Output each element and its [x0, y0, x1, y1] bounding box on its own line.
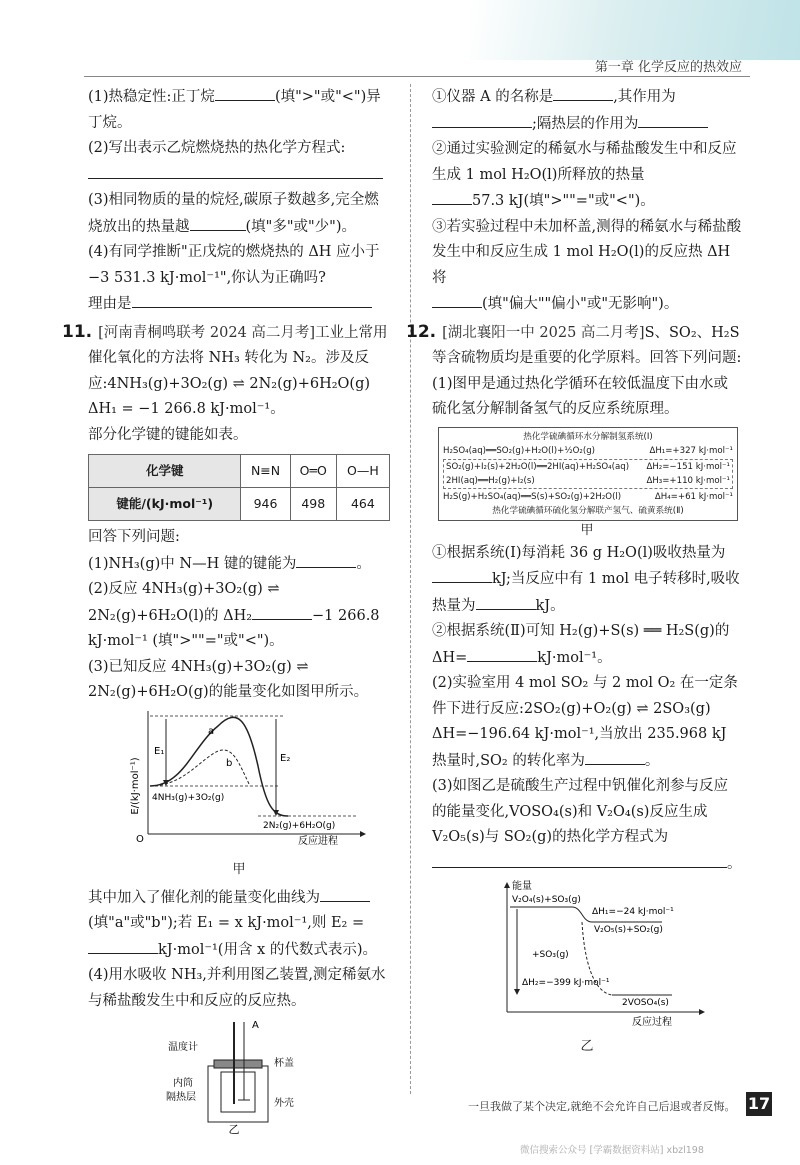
r3b: (填"偏大""偏小"或"无影响")。 — [432, 291, 742, 318]
x-axis-label: 反应过程 — [632, 1017, 672, 1027]
label-a: A — [252, 1020, 259, 1031]
q10-2: (2)写出表示乙烷燃烧热的热化学方程式: — [88, 140, 346, 156]
origin-label: O — [136, 833, 144, 845]
right-column — [406, 84, 742, 1057]
q12-1: (1)图甲是通过热化学循环在较低温度下由水或硫化氢分解制备氢气的反应系统原理。 — [432, 375, 729, 417]
table-header: 键能/(kJ·mol⁻¹) — [89, 488, 241, 521]
r2: ②通过实验测定的稀氨水与稀盐酸发生中和反应生成 1 mol H₂O(l)所释放的热量 — [432, 141, 737, 183]
answer-blank[interactable] — [476, 593, 536, 610]
q12-1a: ①根据系统(Ⅰ)每消耗 36 g H₂O(l)吸收热量为kJ;当反应中有 1 mol 电子转移时,吸收热量为 kJ。 — [432, 544, 740, 614]
q10-1: (1)热稳定性:正丁烷 (填">"或"<")异丁烷。 — [88, 84, 390, 136]
state-1-label: V₂O₄(s)+SO₃(g) — [512, 895, 581, 905]
figure-a-caption: 甲 — [232, 862, 246, 877]
energy-diagram-a — [88, 706, 388, 846]
x-axis-label: 反应进程 — [298, 835, 338, 846]
state-3-label: 2VOSO₄(s) — [622, 998, 669, 1008]
answer-blank[interactable] — [585, 748, 645, 765]
reaction-system-box — [438, 427, 738, 521]
products-label: 2N₂(g)+6H₂O(g) — [263, 820, 336, 831]
q12-3: (3)如图乙是硫酸生产过程中钒催化剂参与反应的能量变化,VOSO₄(s)和 V₂O₄(s)反应生成 V₂O₅(s)与 SO₂(g)的热化学方程式为 — [432, 778, 729, 845]
answer-blank[interactable] — [432, 111, 532, 128]
y-axis-label: E/(kJ·mol⁻¹) — [130, 756, 141, 815]
q12-source: [湖北襄阳一中 2025 高二月考] — [442, 324, 645, 341]
system-2-title: 热化学硫碘循环硫化氢分解联产氢气、硫黄系统(Ⅱ) — [492, 505, 684, 516]
r2b: 57.3 kJ(填">""="或"<")。 — [432, 188, 742, 215]
q11-3: (3)已知反应 4NH₃(g)+3O₂(g) ⇌ 2N₂(g)+6H₂O(g)的能量变化如图甲所示。 — [88, 658, 369, 700]
reaction-row: H₂SO₄(aq)══SO₂(g)+H₂O(l)+½O₂(g) ΔH₁=+327 kJ·mol⁻¹ — [443, 445, 733, 456]
e1-label: E₁ — [154, 745, 165, 757]
y-axis-label: 能量 — [512, 881, 532, 892]
watermark: 微信搜索公众号 [学霸数据资料站] xbzl198 — [520, 1145, 704, 1156]
label-shell: 外壳 — [274, 1098, 294, 1109]
column-divider — [410, 84, 411, 1094]
q11-intro: 11. [河南青桐鸣联考 2024 高二月考]工业上常用催化氧化的方法将 NH₃ 转化为 N₂。涉及反应:4NH₃(g)+3O₂(g) ⇌ 2N₂(g)+6H₂O(g) ΔH₁ = −1 266.8 kJ·mol⁻¹。 — [62, 321, 388, 417]
dh1-label: ΔH₁=−24 kJ·mol⁻¹ — [592, 907, 674, 917]
answer-blank[interactable] — [432, 851, 727, 868]
reaction-row: H₂S(g)+H₂SO₄(aq)══S(s)+SO₂(g)+2H₂O(l) ΔH₄=+61 kJ·mol⁻¹ — [443, 491, 733, 502]
q11-3d: kJ·mol⁻¹(用含 x 的代数式表示)。 — [88, 937, 390, 964]
system-1-title: 热化学硫碘循环水分解制氢系统(Ⅰ) — [523, 431, 653, 442]
outer-shell — [208, 1066, 268, 1122]
q11-2: (2)反应 4NH₃(g)+3O₂(g) ⇌ 2N₂(g)+6H₂O(l)的 ΔH₂ −1 266.8 kJ·mol⁻¹ (填">""="或"<")。 — [88, 581, 380, 649]
answer-blank[interactable] — [467, 645, 537, 662]
q11-4: (4)用水吸收 NH₃,并利用图乙装置,测定稀氨水与稀盐酸发生中和反应的反应热。 — [88, 967, 386, 1009]
dh2-label: ΔH₂=−399 kJ·mol⁻¹ — [522, 978, 610, 988]
footer-motto: 一旦我做了某个决定,就绝不会允许自己后退或者反悔。 — [468, 1100, 736, 1113]
table-cell: N≡N — [241, 455, 290, 488]
r3: ③若实验过程中未加杯盖,测得的稀氨水与稀盐酸发生中和反应生成 1 mol H₂O(l)的反应热 ΔH 将 — [432, 218, 742, 286]
answer-blank[interactable] — [638, 111, 708, 128]
r1-line: ;隔热层的作用为 — [432, 111, 742, 138]
table-cell: 464 — [336, 488, 389, 521]
answer-blank[interactable] — [320, 885, 370, 902]
label-lid: 杯盖 — [274, 1058, 294, 1069]
q11-number: 11. — [62, 321, 93, 342]
answer-blank[interactable] — [296, 551, 356, 568]
cup-lid — [214, 1060, 262, 1068]
chapter-title: 第一章 化学反应的热效应 — [594, 60, 742, 75]
q12-2: (2)实验室用 4 mol SO₂ 与 2 mol O₂ 在一定条件下进行反应:2SO₂(g)+O₂(g) ⇌ 2SO₃(g) ΔH=−196.64 kJ·mol⁻¹,当放出 235.968 kJ 热量时,SO₂ 的转化率为 。 — [432, 675, 738, 769]
curve-b — [150, 750, 250, 786]
q12-number: 12. — [406, 321, 437, 342]
q10-2-line — [88, 162, 390, 189]
table-intro: 部分化学键的键能如表。 — [88, 426, 248, 443]
calorimeter-figure — [88, 1014, 388, 1134]
answer-blank[interactable] — [432, 291, 482, 308]
step-1 — [572, 907, 592, 922]
q11-3c: (填"a"或"b");若 E₁ = x kJ·mol⁻¹,则 E₂ = — [88, 915, 365, 931]
figure-c-caption: 乙 — [580, 1038, 594, 1054]
answer-blank[interactable] — [88, 162, 383, 179]
reaction-row: 2HI(aq)══H₂(g)+I₂(s) ΔH₃=+110 kJ·mol⁻¹ — [446, 475, 730, 486]
table-cell: O—H — [336, 455, 389, 488]
table-header: 化学键 — [89, 455, 241, 488]
table-cell: O═O — [290, 455, 336, 488]
bond-energy-table — [88, 454, 390, 521]
curve-b-label: b — [226, 757, 233, 769]
answer-blank[interactable] — [215, 84, 275, 101]
answer-blank[interactable] — [190, 214, 246, 231]
label-thermometer: 温度计 — [168, 1042, 198, 1053]
answer-blank[interactable] — [432, 188, 472, 205]
shared-reactions — [443, 459, 733, 489]
q12-intro: 12. [湖北襄阳一中 2025 高二月考]S、SO₂、H₂S 等含硫物质均是重要的化学原料。回答下列问题: — [406, 321, 742, 366]
q11-1: (1)NH₃(g)中 N—H 键的键能为 。 — [88, 551, 390, 578]
header-decoration — [470, 0, 800, 60]
curve-a-label: a — [208, 725, 215, 737]
table-cell: 946 — [241, 488, 290, 521]
e2-label: E₂ — [280, 752, 291, 764]
left-column — [62, 84, 390, 1144]
answer-blank[interactable] — [252, 603, 312, 620]
q10-4: (4)有同学推断"正戊烷的燃烧热的 ΔH 应小于 −3 531.3 kJ·mol⁻¹",你认为正确吗? — [88, 244, 380, 286]
r1: ①仪器 A 的名称是 ,其作用为 — [432, 84, 742, 111]
reaction-row: SO₂(g)+I₂(s)+2H₂O(l)══2HI(aq)+H₂SO₄(aq) ΔH₂=−151 kJ·mol⁻¹ — [446, 461, 730, 472]
answer-blank[interactable] — [88, 937, 158, 954]
table-cell: 498 — [290, 488, 336, 521]
q12-1d: ②根据系统(Ⅱ)可知 H₂(g)+S(s) ══ H₂S(g)的 ΔH= kJ·mol⁻¹。 — [432, 623, 730, 666]
q11-source: [河南青桐鸣联考 2024 高二月考] — [98, 324, 316, 341]
system-caption: 甲 — [580, 522, 594, 538]
q10-4-reason: 理由是 — [88, 291, 390, 318]
header-rule — [84, 76, 750, 77]
q11-3b: 其中加入了催化剂的能量变化曲线为 — [88, 885, 390, 912]
figure-b-caption: 乙 — [228, 1123, 240, 1134]
label-insulation: 隔热层 — [166, 1092, 196, 1103]
answer-blank[interactable] — [432, 566, 492, 583]
energy-diagram-c — [432, 877, 742, 1027]
answer-blank[interactable] — [553, 84, 613, 101]
so3-label: +SO₃(g) — [532, 950, 569, 960]
answer-intro: 回答下列问题: — [88, 529, 180, 545]
reactants-label: 4NH₃(g)+3O₂(g) — [152, 792, 225, 803]
q10-3: (3)相同物质的量的烷烃,碳原子数越多,完全燃烧放出的热量越 (填"多"或"少")。 — [88, 192, 379, 235]
state-2-label: V₂O₅(s)+SO₂(g) — [594, 925, 663, 935]
answer-blank[interactable] — [132, 291, 372, 308]
label-inner: 内筒 — [173, 1078, 193, 1089]
q12-3-line: 。 — [432, 851, 742, 878]
page-number: 17 — [746, 1092, 772, 1116]
